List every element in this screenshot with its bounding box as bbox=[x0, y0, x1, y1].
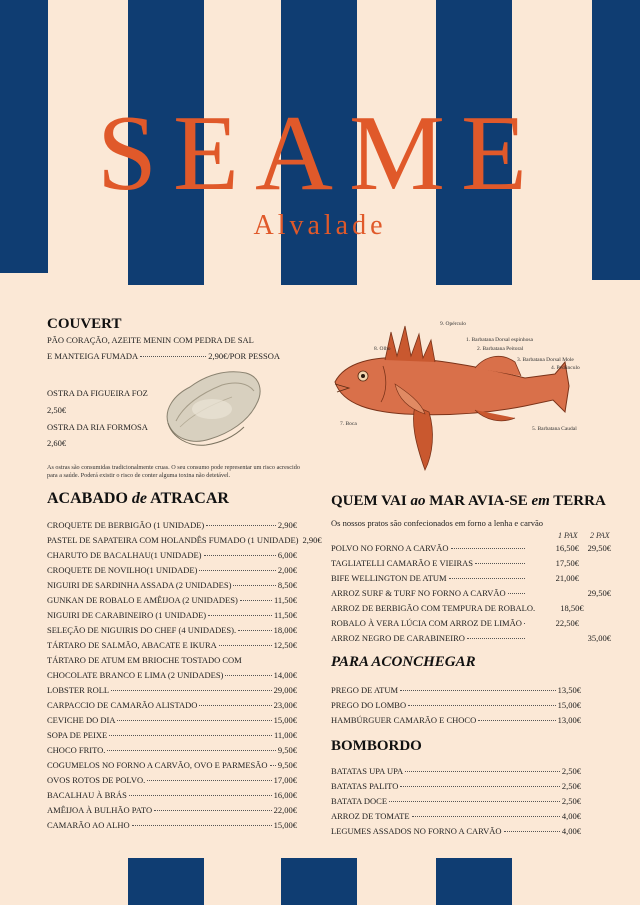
quem-note: Os nossos pratos são confecionados em forno a lenha e carvão bbox=[331, 518, 543, 528]
leader-dots bbox=[129, 795, 272, 796]
oyster-1-price: 2,50€ bbox=[47, 405, 67, 415]
menu-item-price: 2,90€ bbox=[277, 520, 297, 530]
menu-item bbox=[331, 633, 611, 643]
fish-label-8: 8. Olho bbox=[374, 346, 391, 352]
menu-item-price: 16,00€ bbox=[273, 790, 297, 800]
couvert-heading: COUVERT bbox=[47, 316, 122, 332]
leader-dots bbox=[504, 831, 560, 832]
bombordo-heading: BOMBORDO bbox=[331, 738, 422, 754]
menu-item-price-1pax: 21,00€ bbox=[555, 573, 579, 583]
menu-item-name: OVOS ROTOS DE POLVO. bbox=[47, 775, 146, 785]
menu-item bbox=[47, 745, 297, 755]
leader-dots bbox=[219, 645, 272, 646]
menu-item-name: LOBSTER ROLL bbox=[47, 685, 110, 695]
menu-item-name: SELEÇÃO DE NIGUIRIS DO CHEF (4 UNIDADES). bbox=[47, 625, 237, 635]
menu-item-price: 11,50€ bbox=[273, 595, 297, 605]
fish-illustration bbox=[325, 322, 575, 477]
menu-item-name: ARROZ DE BERBIGÃO COM TEMPURA DE ROBALO. bbox=[331, 603, 536, 613]
menu-item-name: CAMARÃO AO ALHO bbox=[47, 820, 130, 830]
menu-item-price: 12,50€ bbox=[273, 640, 297, 650]
pax2-header: 2 PAX bbox=[590, 531, 610, 540]
menu-item-price-1pax: 18,50€ bbox=[560, 603, 584, 613]
menu-item-price: 2,50€ bbox=[561, 796, 581, 806]
menu-item bbox=[331, 796, 581, 806]
menu-item-name: BATATAS UPA UPA bbox=[331, 766, 404, 776]
menu-item-name: CARPACCIO DE CAMARÃO ALISTADO bbox=[47, 700, 198, 710]
pax1-header: 1 PAX bbox=[558, 531, 578, 540]
menu-item-price: 4,00€ bbox=[561, 811, 581, 821]
menu-item bbox=[47, 805, 297, 815]
menu-item bbox=[47, 595, 297, 605]
fish-label-2: 2. Barbatana Peitoral bbox=[477, 346, 524, 352]
menu-item-name: BIFE WELLINGTON DE ATUM bbox=[331, 573, 447, 583]
leader-dots bbox=[111, 690, 272, 691]
menu-item-name: COGUMELOS NO FORNO A CARVÃO, OVO E PARMESÃO bbox=[47, 760, 268, 770]
menu-item-name: ARROZ SURF & TURF NO FORNO A CARVÃO bbox=[331, 588, 506, 598]
menu-item bbox=[47, 520, 297, 530]
menu-item-name: PREGO DO LOMBO bbox=[331, 700, 407, 710]
menu-item-price: 22,00€ bbox=[273, 805, 297, 815]
menu-item-name: HAMBÚRGUER CAMARÃO E CHOCO bbox=[331, 715, 477, 725]
menu-item-name: CHOCOLATE BRANCO E LIMA (2 UNIDADES) bbox=[47, 670, 224, 680]
menu-item-price: 14,00€ bbox=[273, 670, 297, 680]
leader-dots bbox=[199, 705, 271, 706]
quem-heading-part1: QUEM VAI bbox=[331, 493, 411, 509]
leader-dots bbox=[389, 801, 560, 802]
aconchegar-heading: PARA ACONCHEGAR bbox=[331, 654, 476, 670]
fish-label-7: 7. Boca bbox=[340, 421, 357, 427]
menu-item-price: 8,50€ bbox=[277, 580, 297, 590]
menu-item-name: ROBALO À VERA LÚCIA COM ARROZ DE LIMÃO bbox=[331, 618, 522, 628]
couvert-line2 bbox=[47, 351, 280, 361]
menu-item-price: 6,00€ bbox=[277, 550, 297, 560]
menu-item-name: ARROZ DE TOMATE bbox=[331, 811, 410, 821]
menu-item-name: NIGUIRI DE SARDINHA ASSADA (2 UNIDADES) bbox=[47, 580, 232, 590]
brand-title: SEAME bbox=[96, 94, 544, 213]
leader-dots bbox=[206, 525, 276, 526]
menu-item-name: NIGUIRI DE CARABINEIRO (1 UNIDADE) bbox=[47, 610, 207, 620]
oyster-note: As ostras são consumidas tradicionalmente cruas. O seu consumo pode representar um risco acrescido para a saúde. Poderá existir o risco de conter alguma toxina não detetável. bbox=[47, 464, 300, 480]
leader-dots bbox=[475, 563, 525, 564]
menu-item bbox=[47, 715, 297, 725]
menu-item-price: 18,00€ bbox=[273, 625, 297, 635]
menu-item-name: TAGLIATELLI CAMARÃO E VIEIRAS bbox=[331, 558, 473, 568]
leader-dots bbox=[109, 735, 272, 736]
oyster-illustration bbox=[160, 365, 270, 455]
menu-item bbox=[47, 670, 297, 680]
couvert-line2-text: E MANTEIGA FUMADA bbox=[47, 351, 139, 361]
menu-item-name: POLVO NO FORNO A CARVÃO bbox=[331, 543, 449, 553]
menu-item-name: CROQUETE DE NOVILHO(1 UNIDADE) bbox=[47, 565, 198, 575]
menu-item-price: 2,50€ bbox=[561, 781, 581, 791]
quem-heading-part3: MAR AVIA-SE bbox=[425, 493, 532, 509]
oyster-2-price: 2,60€ bbox=[47, 438, 67, 448]
leader-dots bbox=[132, 825, 272, 826]
menu-item-name: SOPA DE PEIXE bbox=[47, 730, 108, 740]
leader-dots bbox=[478, 720, 555, 721]
leader-dots bbox=[408, 705, 556, 706]
menu-item-price-1pax: 17,50€ bbox=[555, 558, 579, 568]
menu-item bbox=[331, 781, 581, 791]
couvert-price: 2,90€/POR PESSOA bbox=[208, 351, 280, 361]
menu-item-name: PREGO DE ATUM bbox=[331, 685, 399, 695]
leader-dots bbox=[107, 750, 275, 751]
leader-dots bbox=[508, 593, 525, 594]
leader-dots bbox=[147, 780, 271, 781]
menu-item bbox=[47, 580, 297, 590]
menu-item-price-2pax: 29,50€ bbox=[587, 543, 611, 553]
menu-item bbox=[47, 685, 297, 695]
menu-item-price: 13,00€ bbox=[557, 715, 581, 725]
leader-dots bbox=[233, 585, 275, 586]
menu-item-price: 17,00€ bbox=[273, 775, 297, 785]
menu-item-name: TÁRTARO DE SALMÃO, ABACATE E IKURA bbox=[47, 640, 217, 650]
menu-item bbox=[47, 760, 297, 770]
menu-item-name: CHARUTO DE BACALHAU(1 UNIDADE) bbox=[47, 550, 202, 560]
menu-item-price-2pax: 29,50€ bbox=[587, 588, 611, 598]
leader-dots bbox=[238, 630, 272, 631]
menu-item-price: 23,00€ bbox=[273, 700, 297, 710]
menu-item-name: CHOCO FRITO. bbox=[47, 745, 106, 755]
menu-item bbox=[331, 766, 581, 776]
acabado-heading-part2: de bbox=[131, 490, 147, 507]
menu-item-price: 2,90€ bbox=[302, 535, 322, 545]
leader-dots bbox=[524, 623, 525, 624]
menu-item-price: 9,50€ bbox=[277, 745, 297, 755]
leader-dots bbox=[140, 356, 206, 357]
menu-item-price: 29,00€ bbox=[273, 685, 297, 695]
location-subtitle: Alvalade bbox=[253, 210, 387, 241]
fish-label-4: 4. Pedúnculo bbox=[551, 365, 580, 371]
menu-item bbox=[331, 573, 611, 583]
leader-dots bbox=[467, 638, 525, 639]
couvert-line1: PÃO CORAÇÃO, AZEITE MENIN COM PEDRA DE SAL bbox=[47, 335, 254, 345]
leader-dots bbox=[199, 570, 275, 571]
leader-dots bbox=[117, 720, 271, 721]
menu-item-price-1pax: 16,50€ bbox=[555, 543, 579, 553]
menu-item-price: 15,00€ bbox=[557, 700, 581, 710]
leader-dots bbox=[400, 786, 560, 787]
menu-item-price: 15,00€ bbox=[273, 820, 297, 830]
bottom-stripe-3 bbox=[436, 858, 512, 905]
quem-heading bbox=[331, 493, 606, 510]
fish-label-3: 3. Barbatana Dorsal Mole bbox=[517, 357, 574, 363]
menu-item bbox=[47, 820, 297, 830]
menu-item-price: 2,00€ bbox=[277, 565, 297, 575]
leader-dots bbox=[412, 816, 560, 817]
menu-item bbox=[47, 775, 297, 785]
quem-heading-part5: TERRA bbox=[549, 493, 606, 509]
leader-dots bbox=[400, 690, 556, 691]
menu-item-name: GUNKAN DE ROBALO E AMÊIJOA (2 UNIDADES) bbox=[47, 595, 238, 605]
menu-item-price: 11,00€ bbox=[273, 730, 297, 740]
menu-item-name: LEGUMES ASSADOS NO FORNO A CARVÃO bbox=[331, 826, 502, 836]
menu-item bbox=[47, 550, 297, 560]
menu-item bbox=[47, 700, 297, 710]
menu-item bbox=[47, 640, 297, 650]
menu-item bbox=[331, 685, 581, 695]
fish-label-1: 1. Barbatana Dorsal espinhosa bbox=[466, 337, 533, 343]
menu-item-name: AMÊIJOA À BULHÃO PATO bbox=[47, 805, 153, 815]
menu-item-name: CROQUETE DE BERBIGÃO (1 UNIDADE) bbox=[47, 520, 205, 530]
menu-item-line: TÁRTARO DE ATUM EM BRIOCHE TOSTADO COM bbox=[47, 655, 242, 665]
leader-dots bbox=[270, 765, 276, 766]
menu-item-price-1pax: 22,50€ bbox=[555, 618, 579, 628]
menu-item bbox=[331, 558, 611, 568]
menu-item-price: 13,50€ bbox=[557, 685, 581, 695]
acabado-heading-part1: ACABADO bbox=[47, 490, 132, 507]
fish-label-9: 9. Opérculo bbox=[440, 321, 466, 327]
oyster-2-name: OSTRA DA RIA FORMOSA bbox=[47, 422, 148, 432]
menu-item bbox=[331, 588, 611, 598]
menu-item bbox=[47, 535, 322, 545]
quem-heading-part2: ao bbox=[410, 493, 426, 509]
menu-item-name: BACALHAU À BRÁS bbox=[47, 790, 127, 800]
acabado-heading bbox=[47, 490, 229, 508]
quem-heading-part4: em bbox=[531, 493, 550, 509]
menu-item-name: BATATAS PALITO bbox=[331, 781, 399, 791]
menu-item-price: 4,00€ bbox=[561, 826, 581, 836]
menu-item bbox=[47, 790, 297, 800]
leader-dots bbox=[204, 555, 276, 556]
menu-item bbox=[331, 700, 581, 710]
menu-item bbox=[331, 826, 581, 836]
menu-item-name: PASTEL DE SAPATEIRA COM HOLANDÊS FUMADO (1 UNIDADE) bbox=[47, 535, 299, 545]
menu-item-price: 9,50€ bbox=[277, 760, 297, 770]
menu-item bbox=[331, 811, 581, 821]
menu-item bbox=[331, 715, 581, 725]
menu-item-price: 11,50€ bbox=[273, 610, 297, 620]
leader-dots bbox=[449, 578, 525, 579]
menu-item bbox=[331, 543, 611, 553]
bottom-stripe-1 bbox=[128, 858, 204, 905]
leader-dots bbox=[208, 615, 272, 616]
menu-item bbox=[47, 610, 297, 620]
menu-item bbox=[47, 625, 297, 635]
leader-dots bbox=[451, 548, 525, 549]
leader-dots bbox=[240, 600, 272, 601]
bottom-stripe-2 bbox=[281, 858, 357, 905]
acabado-heading-part3: ATRACAR bbox=[147, 490, 229, 507]
leader-dots bbox=[225, 675, 271, 676]
fish-label-5: 5. Barbatana Caudal bbox=[532, 426, 577, 432]
menu-item-name: ARROZ NEGRO DE CARABINEIRO bbox=[331, 633, 465, 643]
oyster-1-name: OSTRA DA FIGUEIRA FOZ bbox=[47, 388, 148, 398]
leader-dots bbox=[154, 810, 272, 811]
menu-item-price: 15,00€ bbox=[273, 715, 297, 725]
menu-item bbox=[331, 618, 611, 628]
menu-item-name: CEVICHE DO DIA bbox=[47, 715, 116, 725]
menu-item-price: 2,50€ bbox=[561, 766, 581, 776]
menu-item bbox=[47, 730, 297, 740]
leader-dots bbox=[405, 771, 560, 772]
menu-item-name: BATATA DOCE bbox=[331, 796, 388, 806]
menu-item bbox=[47, 565, 297, 575]
menu-item-price-2pax: 35,00€ bbox=[587, 633, 611, 643]
menu-item bbox=[331, 603, 611, 613]
